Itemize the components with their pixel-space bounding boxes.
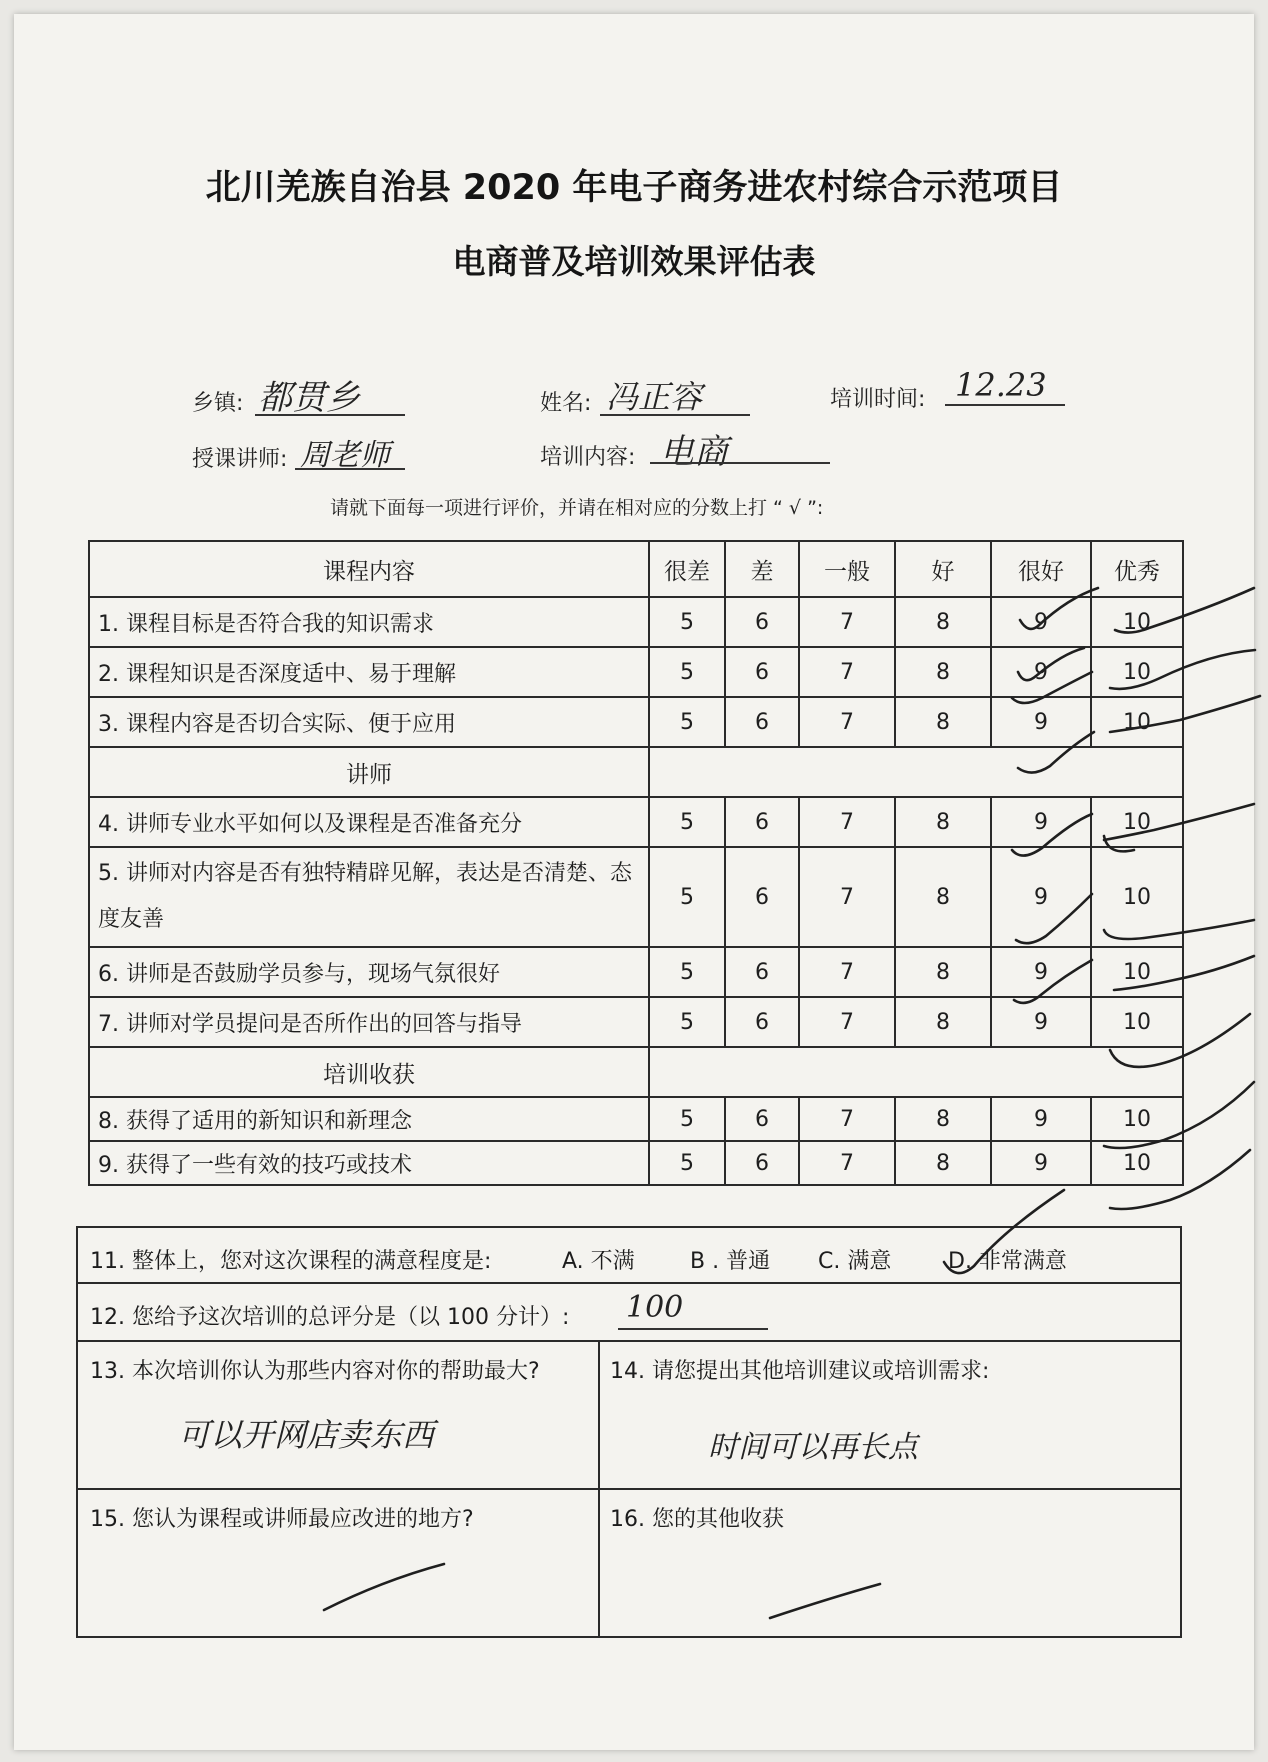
score-cell[interactable]: 8 xyxy=(895,647,991,697)
section-title: 讲师 xyxy=(89,747,649,797)
header-good: 好 xyxy=(895,541,991,597)
score-cell[interactable]: 10 xyxy=(1091,697,1183,747)
score-cell[interactable]: 10 xyxy=(1091,1097,1183,1141)
score-cell[interactable]: 8 xyxy=(895,597,991,647)
table-row xyxy=(89,697,1183,747)
content-value: 电商 xyxy=(660,432,728,472)
score-cell[interactable]: 8 xyxy=(895,947,991,997)
header-average: 一般 xyxy=(799,541,895,597)
score-cell[interactable]: 5 xyxy=(649,697,725,747)
score-cell[interactable]: 5 xyxy=(649,847,725,947)
q16-text: 16. 您的其他收获 xyxy=(610,1507,784,1532)
score-cell[interactable]: 6 xyxy=(725,847,799,947)
row-text: 1. 课程目标是否符合我的知识需求 xyxy=(89,597,649,647)
table-row xyxy=(89,847,1183,947)
score-cell[interactable]: 6 xyxy=(725,597,799,647)
table-row xyxy=(89,1097,1183,1141)
row-text: 6. 讲师是否鼓励学员参与，现场气氛很好 xyxy=(89,947,649,997)
q14-cell xyxy=(598,1342,1180,1488)
q15-cell xyxy=(78,1490,600,1636)
row-text: 9. 获得了一些有效的技巧或技术 xyxy=(89,1141,649,1185)
score-cell[interactable]: 7 xyxy=(799,1097,895,1141)
q11-option-d[interactable]: D. 非常满意 xyxy=(948,1249,1067,1274)
instruction-text: 请就下面每一项进行评价，并请在相对应的分数上打 “ √ ”: xyxy=(330,497,824,519)
score-cell[interactable]: 8 xyxy=(895,997,991,1047)
q14-answer: 时间可以再长点 xyxy=(708,1430,918,1465)
score-cell[interactable]: 10 xyxy=(1091,947,1183,997)
score-cell[interactable]: 10 xyxy=(1091,1141,1183,1185)
table-row xyxy=(89,597,1183,647)
q12-text: 12. 您给予这次培训的总评分是（以 100 分计）: xyxy=(90,1305,570,1330)
score-cell[interactable]: 7 xyxy=(799,797,895,847)
header-very-poor: 很差 xyxy=(649,541,725,597)
score-cell[interactable]: 6 xyxy=(725,697,799,747)
q11-text: 11. 整体上，您对这次课程的满意程度是: xyxy=(90,1249,492,1274)
score-cell[interactable]: 9 xyxy=(991,847,1091,947)
score-cell[interactable]: 7 xyxy=(799,947,895,997)
score-cell[interactable]: 5 xyxy=(649,597,725,647)
content-underline xyxy=(650,462,830,464)
row-text: 2. 课程知识是否深度适中、易于理解 xyxy=(89,647,649,697)
score-cell[interactable]: 8 xyxy=(895,1141,991,1185)
row-text: 5. 讲师对内容是否有独特精辟见解，表达是否清楚、态度友善 xyxy=(89,847,649,947)
score-cell[interactable]: 5 xyxy=(649,1097,725,1141)
score-cell[interactable]: 9 xyxy=(991,647,1091,697)
score-cell[interactable]: 8 xyxy=(895,847,991,947)
score-cell[interactable]: 9 xyxy=(991,697,1091,747)
town-label: 乡镇: xyxy=(192,391,244,416)
q13-answer: 可以开网店卖东西 xyxy=(178,1416,435,1454)
score-cell[interactable]: 5 xyxy=(649,797,725,847)
score-cell[interactable]: 7 xyxy=(799,1141,895,1185)
score-cell[interactable]: 5 xyxy=(649,647,725,697)
name-value: 冯正容 xyxy=(606,378,703,416)
score-cell[interactable]: 7 xyxy=(799,647,895,697)
score-cell[interactable]: 7 xyxy=(799,997,895,1047)
table-row xyxy=(89,947,1183,997)
q11-row xyxy=(76,1226,1182,1284)
lecturer-label: 授课讲师: xyxy=(192,447,288,472)
town-value: 都贯乡 xyxy=(258,378,360,418)
score-cell[interactable]: 7 xyxy=(799,597,895,647)
score-cell[interactable]: 5 xyxy=(649,947,725,997)
form-title: 北川羌族自治县 2020 年电子商务进农村综合示范项目 xyxy=(205,168,1063,208)
score-cell[interactable]: 9 xyxy=(991,997,1091,1047)
table-row xyxy=(89,647,1183,697)
score-cell[interactable]: 9 xyxy=(991,1141,1091,1185)
q16-cell xyxy=(598,1490,1180,1636)
q13-text: 13. 本次培训你认为那些内容对你的帮助最大? xyxy=(90,1359,540,1384)
q11-option-a[interactable]: A. 不满 xyxy=(562,1249,635,1274)
section-row-lecturer xyxy=(89,747,1183,797)
time-value: 12.23 xyxy=(955,366,1047,404)
name-underline xyxy=(600,414,750,416)
score-cell[interactable]: 9 xyxy=(991,597,1091,647)
time-underline xyxy=(945,404,1065,406)
score-cell[interactable]: 6 xyxy=(725,997,799,1047)
table-row xyxy=(89,1141,1183,1185)
town-underline xyxy=(255,414,405,416)
header-excellent: 优秀 xyxy=(1091,541,1183,597)
row-text: 3. 课程内容是否切合实际、便于应用 xyxy=(89,697,649,747)
lecturer-value: 周老师 xyxy=(300,438,390,473)
q15-text: 15. 您认为课程或讲师最应改进的地方? xyxy=(90,1507,474,1532)
form-subtitle: 电商普及培训效果评估表 xyxy=(452,242,816,281)
section-row-gains xyxy=(89,1047,1183,1097)
name-label: 姓名: xyxy=(540,391,592,416)
header-poor: 差 xyxy=(725,541,799,597)
q12-underline xyxy=(618,1328,768,1330)
score-cell[interactable]: 10 xyxy=(1091,597,1183,647)
section-title: 培训收获 xyxy=(89,1047,649,1097)
row-text: 4. 讲师专业水平如何以及课程是否准备充分 xyxy=(89,797,649,847)
score-cell[interactable]: 9 xyxy=(991,1097,1091,1141)
q12-answer: 100 xyxy=(626,1290,684,1325)
score-cell[interactable]: 10 xyxy=(1091,797,1183,847)
q11-option-c[interactable]: C. 满意 xyxy=(818,1249,892,1274)
section-spacer xyxy=(649,1047,1183,1097)
content-label: 培训内容: xyxy=(540,445,636,470)
score-cell[interactable]: 6 xyxy=(725,797,799,847)
score-cell[interactable]: 8 xyxy=(895,797,991,847)
score-cell[interactable]: 6 xyxy=(725,647,799,697)
header-course-content: 课程内容 xyxy=(89,541,649,597)
q13-q14-row xyxy=(76,1342,1182,1490)
table-row xyxy=(89,797,1183,847)
score-cell[interactable]: 8 xyxy=(895,1097,991,1141)
lecturer-underline xyxy=(295,468,405,470)
section-spacer xyxy=(649,747,1183,797)
table-header-row xyxy=(89,541,1183,597)
q12-row xyxy=(76,1284,1182,1342)
q13-cell xyxy=(78,1342,600,1488)
score-cell[interactable]: 10 xyxy=(1091,847,1183,947)
row-text: 8. 获得了适用的新知识和新理念 xyxy=(89,1097,649,1141)
score-cell[interactable]: 6 xyxy=(725,1097,799,1141)
q15-q16-row xyxy=(76,1490,1182,1638)
score-cell[interactable]: 9 xyxy=(991,947,1091,997)
time-label: 培训时间: xyxy=(830,387,926,412)
score-cell[interactable]: 10 xyxy=(1091,647,1183,697)
score-cell[interactable]: 7 xyxy=(799,847,895,947)
score-cell[interactable]: 9 xyxy=(991,797,1091,847)
score-cell[interactable]: 5 xyxy=(649,1141,725,1185)
q11-option-b[interactable]: B . 普通 xyxy=(690,1249,771,1274)
q14-text: 14. 请您提出其他培训建议或培训需求: xyxy=(610,1359,990,1384)
score-cell[interactable]: 10 xyxy=(1091,997,1183,1047)
score-cell[interactable]: 5 xyxy=(649,997,725,1047)
score-cell[interactable]: 8 xyxy=(895,697,991,747)
header-very-good: 很好 xyxy=(991,541,1091,597)
score-cell[interactable]: 6 xyxy=(725,1141,799,1185)
row-text: 7. 讲师对学员提问是否所作出的回答与指导 xyxy=(89,997,649,1047)
score-cell[interactable]: 7 xyxy=(799,697,895,747)
table-row xyxy=(89,997,1183,1047)
evaluation-table xyxy=(88,540,1184,1186)
score-cell[interactable]: 6 xyxy=(725,947,799,997)
